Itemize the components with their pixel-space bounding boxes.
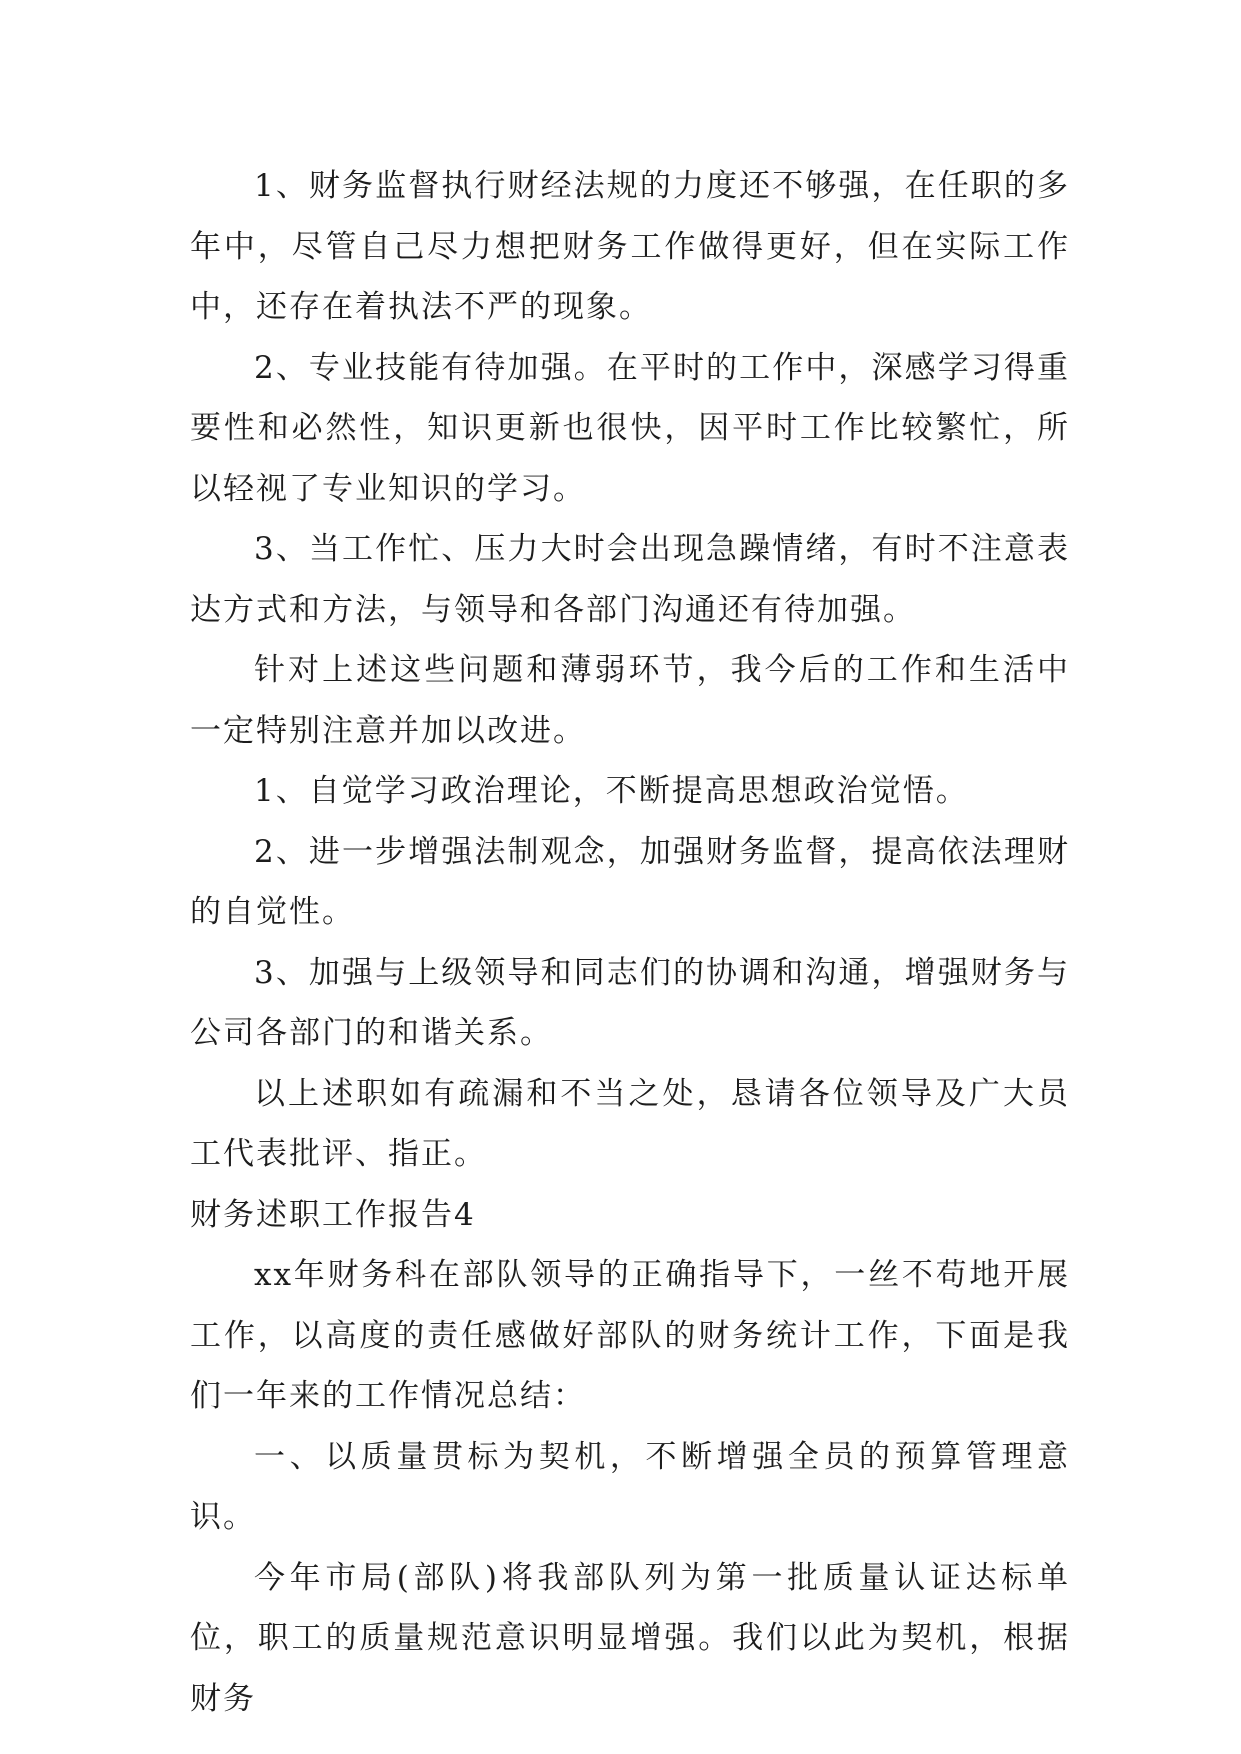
paragraph: 2、进一步增强法制观念，加强财务监督，提高依法理财的自觉性。 — [190, 833, 1070, 930]
paragraph: 今年市局(部队)将我部队列为第一批质量认证达标单位，职工的质量规范意识明显增强。我们以此为契机，根据财务 — [190, 1559, 1070, 1717]
paragraph: 3、当工作忙、压力大时会出现急躁情绪，有时不注意表达方式和方法，与领导和各部门沟通还有待加强。 — [190, 531, 1070, 628]
paragraph: 1、自觉学习政治理论，不断提高思想政治觉悟。 — [254, 773, 969, 809]
paragraph: 2、专业技能有待加强。在平时的工作中，深感学习得重要性和必然性，知识更新也很快，因平时工作比较繁忙，所以轻视了专业知识的学习。 — [190, 349, 1070, 507]
paragraph: 针对上述这些问题和薄弱环节，我今后的工作和生活中一定特别注意并加以改进。 — [190, 652, 1070, 749]
paragraph: 3、加强与上级领导和同志们的协调和沟通，增强财务与公司各部门的和谐关系。 — [190, 954, 1070, 1051]
paragraph: 一、以质量贯标为契机，不断增强全员的预算管理意识。 — [190, 1438, 1070, 1535]
paragraph: 以上述职如有疏漏和不当之处，恳请各位领导及广大员工代表批评、指正。 — [190, 1075, 1070, 1172]
paragraph: 1、财务监督执行财经法规的力度还不够强，在任职的多年中，尽管自己尽力想把财务工作做得更好，但在实际工作中，还存在着执法不严的现象。 — [190, 168, 1070, 325]
section-heading: 财务述职工作报告4 — [190, 1196, 476, 1233]
paragraph: xx年财务科在部队领导的正确指导下，一丝不苟地开展工作，以高度的责任感做好部队的财务统计工作，下面是我们一年来的工作情况总结： — [190, 1257, 1070, 1414]
document-body — [190, 156, 1070, 1729]
